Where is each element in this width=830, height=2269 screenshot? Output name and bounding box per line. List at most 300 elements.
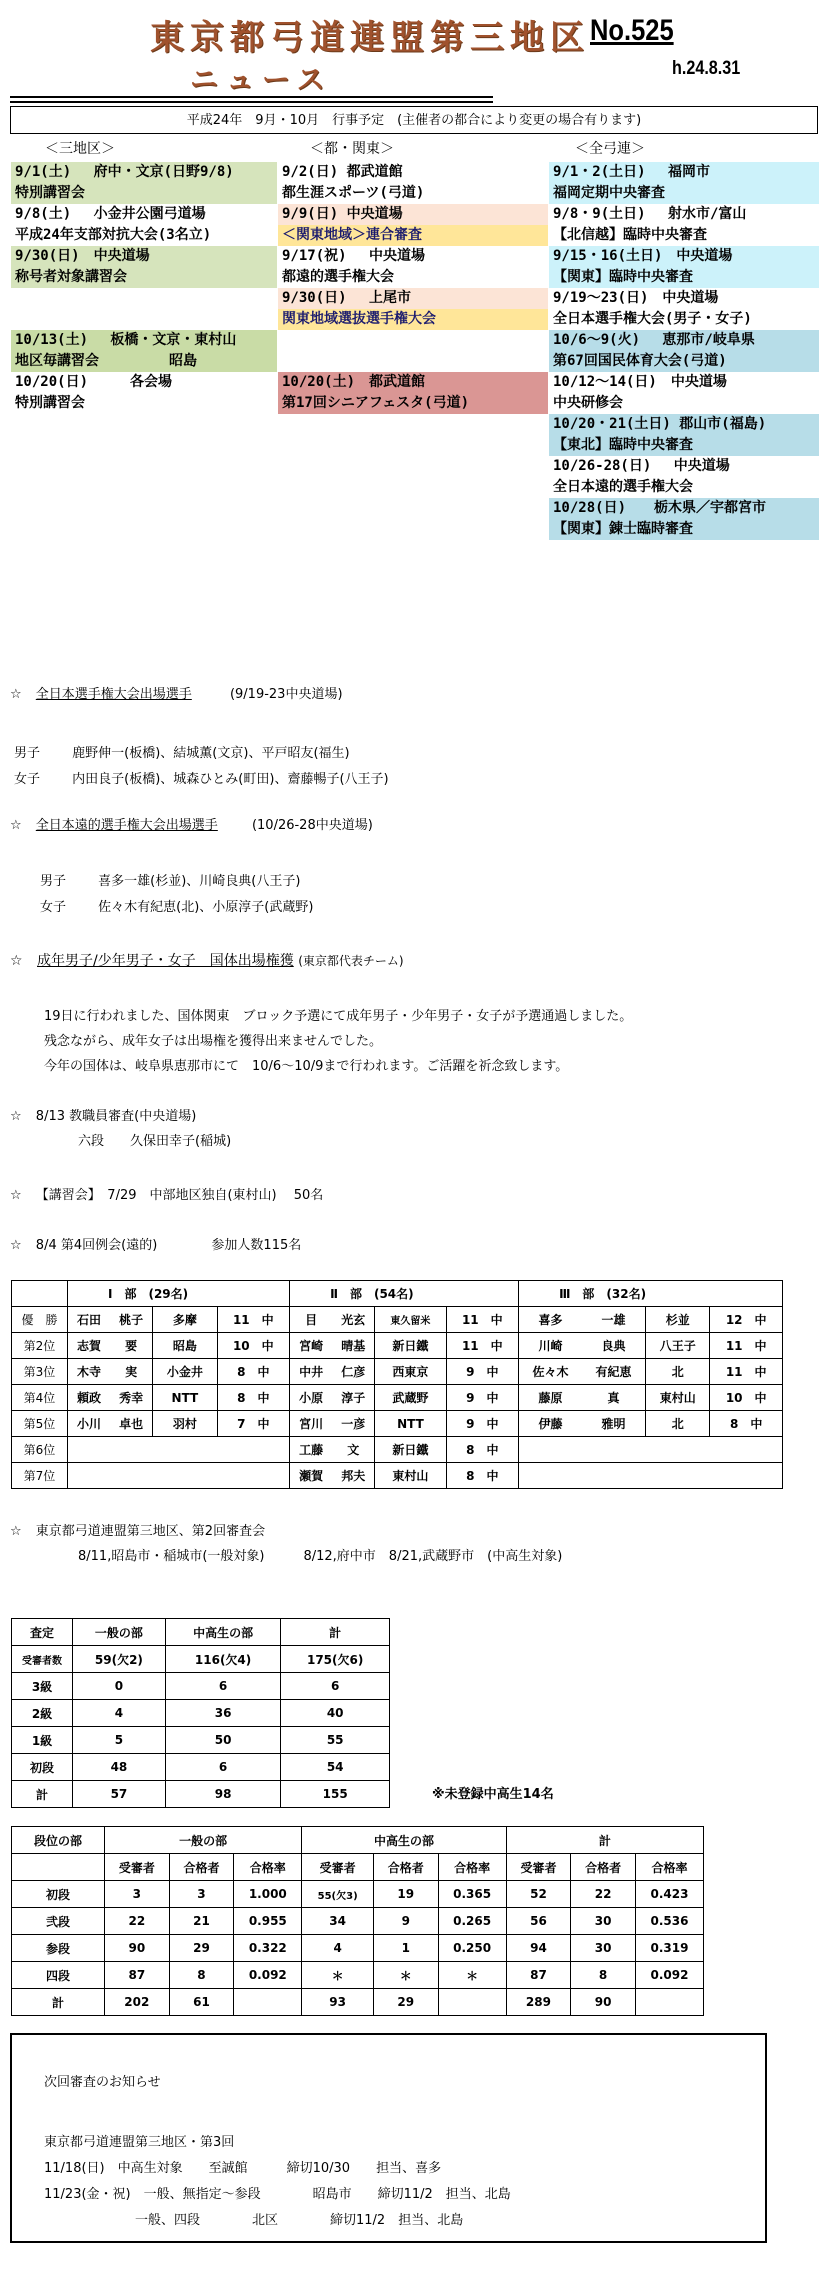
- surname: 宮川: [290, 1411, 333, 1437]
- cell-value: 0.955: [234, 1908, 302, 1935]
- kokutai-line: 今年の国体は、岐阜県恵那市にて 10/6～10/9まで行われます。ご活躍を祈念致します。: [44, 1059, 569, 1074]
- cell-value: 29: [373, 1989, 438, 2016]
- schedule-event: [11, 372, 277, 414]
- cell-value: 30: [571, 1935, 636, 1962]
- cell-value: 54: [281, 1754, 390, 1781]
- section-koshukai: [10, 1184, 323, 1203]
- hits: 11 中: [217, 1307, 290, 1333]
- club: 新日鐵: [375, 1333, 446, 1359]
- cell-value: 4: [73, 1700, 166, 1727]
- row-label: 受審者数: [12, 1646, 73, 1673]
- schedule-event: [11, 246, 277, 288]
- sub-header: 受審者: [506, 1854, 571, 1881]
- cell-value: 90: [571, 1989, 636, 2016]
- notice-line: 11/23(金・祝) 一般、無指定～参段 昭島市 締切11/2 担当、北島: [44, 2187, 511, 2202]
- event-date-venue: [11, 288, 277, 309]
- event-date-venue: [278, 330, 548, 351]
- cell-value: 0.536: [635, 1908, 703, 1935]
- club: 昭島: [153, 1333, 217, 1359]
- hits: 11 中: [446, 1333, 519, 1359]
- dan-sub-header-row: [12, 1854, 704, 1881]
- event-title: 福岡定期中央審査: [549, 183, 819, 204]
- event-title: 都生涯スポーツ(弓道): [278, 183, 548, 204]
- schedule-event: [11, 288, 277, 330]
- group-header: 計: [506, 1827, 703, 1854]
- event-title: 第17回シニアフェスタ(弓道): [278, 393, 548, 414]
- surname: 小原: [290, 1385, 333, 1411]
- cell-value: 116(欠4): [165, 1646, 281, 1673]
- table-row: [12, 1989, 704, 2016]
- men-label: 男子: [14, 746, 41, 761]
- kyu-header-row: [12, 1619, 390, 1646]
- section-note: 参加人数115名: [211, 1238, 302, 1253]
- schedule-event: [278, 162, 548, 204]
- cell-value: 0.319: [635, 1935, 703, 1962]
- club: 東村山: [375, 1463, 446, 1489]
- cell-value: 0.265: [438, 1908, 506, 1935]
- sub-header: 合格率: [635, 1854, 703, 1881]
- issue-number: No.525: [590, 14, 674, 47]
- event-title: 地区毎講習会 昭島: [11, 351, 277, 372]
- club: 八王子: [646, 1333, 710, 1359]
- club: NTT: [153, 1385, 217, 1411]
- event-date-venue: 9/19～23(日) 中央道場: [549, 288, 819, 309]
- schedule-event: [549, 288, 819, 330]
- row-label: 計: [12, 1781, 73, 1808]
- dan-results-table: [11, 1826, 704, 2016]
- empty-cell: [519, 1437, 783, 1463]
- given-name: 仁彦: [332, 1359, 375, 1385]
- rank-label: 第5位: [12, 1411, 68, 1437]
- table-row: [12, 1935, 704, 1962]
- club: NTT: [375, 1411, 446, 1437]
- table-row: [12, 1673, 390, 1700]
- event-date-venue: 9/8・9(土日) 射水市/富山: [549, 204, 819, 225]
- section-title: 8/4 第4回例会(遠的): [35, 1238, 158, 1253]
- women-entry: [14, 768, 389, 787]
- given-name: 一雄: [582, 1307, 645, 1333]
- column-header-district: ＜三地区＞: [45, 141, 115, 157]
- cell-value: 3: [105, 1881, 170, 1908]
- rank-label: 第6位: [12, 1437, 68, 1463]
- hits: 9 中: [446, 1385, 519, 1411]
- section-note: (東京都代表チーム): [298, 954, 404, 968]
- section-shinsa: [10, 1520, 265, 1539]
- sub-header: 合格者: [373, 1854, 438, 1881]
- club: 杉並: [646, 1307, 710, 1333]
- hits: 7 中: [217, 1411, 290, 1437]
- schedule-event: [549, 498, 819, 540]
- sub-header: 受審者: [105, 1854, 170, 1881]
- cell-value: 22: [105, 1908, 170, 1935]
- schedule-event: [549, 162, 819, 204]
- schedule-event: [549, 330, 819, 372]
- cell-value: 0.092: [635, 1962, 703, 1989]
- cell-value: 0.092: [234, 1962, 302, 1989]
- rank-label: 第2位: [12, 1333, 68, 1359]
- column-header: 一般の部: [73, 1619, 166, 1646]
- issue-date: h.24.8.31: [672, 58, 741, 79]
- hits: 10 中: [217, 1333, 290, 1359]
- notice-line: 東京都弓道連盟第三地区・第3回: [44, 2135, 235, 2150]
- column-header: 計: [281, 1619, 390, 1646]
- club: 西東京: [375, 1359, 446, 1385]
- event-title: 全日本選手権大会(男子・女子): [549, 309, 819, 330]
- given-name: 淳子: [332, 1385, 375, 1411]
- results-table: [11, 1280, 783, 1489]
- given-name: 実: [110, 1359, 153, 1385]
- event-title: 特別講習会: [11, 393, 277, 414]
- empty-header: [12, 1854, 105, 1881]
- given-name: 有紀恵: [582, 1359, 645, 1385]
- star-icon: ☆: [10, 1188, 22, 1203]
- section-title: 成年男子/少年男子・女子 国体出場権獲: [37, 953, 294, 969]
- event-title: 特別講習会: [11, 183, 277, 204]
- hits: 9 中: [446, 1359, 519, 1385]
- column-header-tokyo-kanto: ＜都・関東＞: [310, 141, 394, 157]
- sub-header: 合格率: [438, 1854, 506, 1881]
- cell-value: 0: [73, 1673, 166, 1700]
- table-row: [12, 1781, 390, 1808]
- cell-value: 3: [169, 1881, 234, 1908]
- schedule-event: [11, 162, 277, 204]
- hits: 11 中: [710, 1333, 783, 1359]
- men-label: 男子: [40, 874, 67, 889]
- club: 武蔵野: [375, 1385, 446, 1411]
- surname: 頼政: [68, 1385, 111, 1411]
- cell-value: 8: [571, 1962, 636, 1989]
- cell-value: 155: [281, 1781, 390, 1808]
- event-date-venue: 9/17(祝) 中央道場: [278, 246, 548, 267]
- kokutai-line: 残念ながら、成年女子は出場権を獲得出来ませんでした。: [44, 1034, 383, 1049]
- cell-value: 57: [73, 1781, 166, 1808]
- hits: 8 中: [446, 1437, 519, 1463]
- surname: 喜多: [519, 1307, 582, 1333]
- rank-label: 優 勝: [12, 1307, 68, 1333]
- schedule-event: [11, 204, 277, 246]
- table-row: [12, 1646, 390, 1673]
- given-name: 一彦: [332, 1411, 375, 1437]
- given-name: 要: [110, 1333, 153, 1359]
- given-name: 真: [582, 1385, 645, 1411]
- row-label: 1級: [12, 1727, 73, 1754]
- row-label: 参段: [12, 1935, 105, 1962]
- given-name: 文: [332, 1437, 375, 1463]
- cell-value: ＊: [373, 1962, 438, 1989]
- rank-label: 第7位: [12, 1463, 68, 1489]
- group-header: 一般の部: [105, 1827, 302, 1854]
- hits: 8 中: [710, 1411, 783, 1437]
- men-entry: [40, 870, 300, 889]
- section-reikai: [10, 1234, 301, 1253]
- surname: 藤原: [519, 1385, 582, 1411]
- surname: 宮崎: [290, 1333, 333, 1359]
- cell-value: 30: [571, 1908, 636, 1935]
- given-name: 秀幸: [110, 1385, 153, 1411]
- sub-header: 受審者: [302, 1854, 374, 1881]
- sub-header: 合格者: [169, 1854, 234, 1881]
- cell-value: 52: [506, 1881, 571, 1908]
- cell-value: 6: [281, 1673, 390, 1700]
- sub-header: 合格率: [234, 1854, 302, 1881]
- section-kyoshokuin: [10, 1105, 196, 1124]
- club: 北: [646, 1411, 710, 1437]
- cell-value: [635, 1989, 703, 2016]
- notice-title: 次回審査のお知らせ: [44, 2075, 161, 2090]
- kokutai-line: 19日に行われました、国体関東 ブロック予選にて成年男子・少年男子・女子が予選通過しました。: [44, 1009, 633, 1024]
- row-label: 初段: [12, 1881, 105, 1908]
- sub-header: 合格者: [571, 1854, 636, 1881]
- table-row: [12, 1700, 390, 1727]
- cell-value: [438, 1989, 506, 2016]
- women-entry: [40, 896, 313, 915]
- rank-label: 第3位: [12, 1359, 68, 1385]
- schedule-event: [549, 456, 819, 498]
- event-title: [278, 351, 548, 372]
- event-date-venue: 10/6～9(火) 恵那市/岐阜県: [549, 330, 819, 351]
- section-enteki: [10, 814, 373, 833]
- hits: 12 中: [710, 1307, 783, 1333]
- table-row: [12, 1307, 783, 1333]
- schedule-event: [278, 204, 548, 246]
- cell-value: 56: [506, 1908, 571, 1935]
- rank-header: [12, 1281, 68, 1307]
- event-date-venue: 10/12～14(日) 中央道場: [549, 372, 819, 393]
- unregistered-note: ※未登録中高生14名: [432, 1787, 554, 1802]
- surname: 志賀: [68, 1333, 111, 1359]
- event-title: 全日本遠的選手権大会: [549, 477, 819, 498]
- schedule-event: [11, 330, 277, 372]
- surname: 瀬賀: [290, 1463, 333, 1489]
- hits: 8 中: [217, 1359, 290, 1385]
- event-title: 都遠的選手権大会: [278, 267, 548, 288]
- group-header: 中高生の部: [302, 1827, 506, 1854]
- empty-cell: [68, 1437, 290, 1463]
- star-icon: ☆: [10, 953, 23, 969]
- women-names: 佐々木有紀恵(北)、小原淳子(武蔵野): [98, 900, 314, 915]
- results-header-row: [12, 1281, 783, 1307]
- club: 東久留米: [375, 1307, 446, 1333]
- table-row: [12, 1411, 783, 1437]
- section-title: 東京都弓道連盟第三地区、第2回審査会: [35, 1524, 266, 1539]
- table-row: [12, 1437, 783, 1463]
- cell-value: 40: [281, 1700, 390, 1727]
- section-title: 【講習会】 7/29 中部地区独自(東村山) 50名: [35, 1188, 324, 1203]
- cell-value: ＊: [438, 1962, 506, 1989]
- cell-value: 175(欠6): [281, 1646, 390, 1673]
- surname: 木寺: [68, 1359, 111, 1385]
- dan-group-header-row: [12, 1827, 704, 1854]
- event-title: ＜関東地域＞連合審査: [278, 225, 548, 246]
- schedule-event: [549, 414, 819, 456]
- men-names: 喜多一雄(杉並)、川崎良典(八王子): [98, 874, 301, 889]
- event-date-venue: 9/1・2(土日) 福岡市: [549, 162, 819, 183]
- event-title: 関東地域選抜選手権大会: [278, 309, 548, 330]
- column-header: 中高生の部: [165, 1619, 281, 1646]
- cell-value: 61: [169, 1989, 234, 2016]
- star-icon: ☆: [10, 1238, 22, 1253]
- club: 東村山: [646, 1385, 710, 1411]
- cell-value: 4: [302, 1935, 374, 1962]
- men-names: 鹿野伸一(板橋)、結城薫(文京)、平戸昭友(福生): [72, 746, 350, 761]
- surname: 工藤: [290, 1437, 333, 1463]
- shinsa-detail: 8/11,昭島市・稲城市(一般対象) 8/12,府中市 8/21,武蔵野市 (中高生対象): [78, 1549, 563, 1564]
- event-title: 【関東】錬士臨時審査: [549, 519, 819, 540]
- group-header: 段位の部: [12, 1827, 105, 1854]
- cell-value: 55(欠3): [302, 1881, 374, 1908]
- star-icon: ☆: [10, 818, 22, 833]
- newsletter-title: 東京都弓道連盟第三地区: [150, 18, 590, 58]
- given-name: 光玄: [332, 1307, 375, 1333]
- surname: 目: [290, 1307, 333, 1333]
- cell-value: 87: [105, 1962, 170, 1989]
- notice-line: 一般、四段 北区 締切11/2 担当、北島: [44, 2213, 464, 2228]
- schedule-event: [278, 246, 548, 288]
- table-row: [12, 1359, 783, 1385]
- event-date-venue: 10/13(土) 板橋・文京・東村山: [11, 330, 277, 351]
- given-name: 雅明: [582, 1411, 645, 1437]
- event-date-venue: 9/30(日) 中央道場: [11, 246, 277, 267]
- table-row: [12, 1333, 783, 1359]
- cell-value: 0.322: [234, 1935, 302, 1962]
- table-row: [12, 1754, 390, 1781]
- women-label: 女子: [40, 900, 67, 915]
- cell-value: 50: [165, 1727, 281, 1754]
- given-name: 邦夫: [332, 1463, 375, 1489]
- cell-value: 98: [165, 1781, 281, 1808]
- cell-value: 5: [73, 1727, 166, 1754]
- schedule-event: [278, 288, 548, 330]
- star-icon: ☆: [10, 1109, 22, 1124]
- cell-value: 0.250: [438, 1935, 506, 1962]
- event-date-venue: 10/20・21(土日) 郡山市(福島): [549, 414, 819, 435]
- row-label: 3級: [12, 1673, 73, 1700]
- cell-value: 87: [506, 1962, 571, 1989]
- table-row: [12, 1908, 704, 1935]
- column-header: 査定: [12, 1619, 73, 1646]
- event-title: 【北信越】臨時中央審査: [549, 225, 819, 246]
- section-title: 8/13 教職員審査(中央道場): [35, 1109, 197, 1124]
- surname: 小川: [68, 1411, 111, 1437]
- cell-value: 93: [302, 1989, 374, 2016]
- surname: 石田: [68, 1307, 111, 1333]
- surname: 佐々木: [519, 1359, 582, 1385]
- event-date-venue: 9/15・16(土日) 中央道場: [549, 246, 819, 267]
- section-zennihon: [10, 683, 343, 702]
- cell-value: 29: [169, 1935, 234, 1962]
- row-label: 弐段: [12, 1908, 105, 1935]
- cell-value: 59(欠2): [73, 1646, 166, 1673]
- event-title: 称号者対象講習会: [11, 267, 277, 288]
- event-date-venue: 10/28(日) 栃木県／宇都宮市: [549, 498, 819, 519]
- surname: 伊藤: [519, 1411, 582, 1437]
- cell-value: 55: [281, 1727, 390, 1754]
- table-row: [12, 1881, 704, 1908]
- next-exam-notice: [10, 2033, 767, 2243]
- cell-value: 1.000: [234, 1881, 302, 1908]
- star-icon: ☆: [10, 1524, 22, 1539]
- given-name: 晴基: [332, 1333, 375, 1359]
- division-header: Ⅲ 部 (32名): [519, 1281, 783, 1307]
- section-kokutai: [10, 950, 404, 970]
- hits: 10 中: [710, 1385, 783, 1411]
- star-icon: ☆: [10, 687, 22, 702]
- row-label: 四段: [12, 1962, 105, 1989]
- given-name: 卓也: [110, 1411, 153, 1437]
- cell-value: 6: [165, 1673, 281, 1700]
- event-title: [11, 309, 277, 330]
- event-date-venue: 9/8(土) 小金井公園弓道場: [11, 204, 277, 225]
- event-title: 中央研修会: [549, 393, 819, 414]
- header-divider: [10, 96, 493, 103]
- hits: 11 中: [446, 1307, 519, 1333]
- schedule-event: [278, 330, 548, 372]
- cell-value: 19: [373, 1881, 438, 1908]
- hits: 9 中: [446, 1411, 519, 1437]
- event-date-venue: 10/20(土) 都武道館: [278, 372, 548, 393]
- cell-value: 8: [169, 1962, 234, 1989]
- empty-cell: [519, 1463, 783, 1489]
- cell-value: 0.365: [438, 1881, 506, 1908]
- event-date-venue: 9/1(土) 府中・文京(日野9/8): [11, 162, 277, 183]
- cell-value: 36: [165, 1700, 281, 1727]
- event-title: 第67回国民体育大会(弓道): [549, 351, 819, 372]
- event-date-venue: 10/26-28(日) 中央道場: [549, 456, 819, 477]
- surname: 川崎: [519, 1333, 582, 1359]
- column-header-zenkyuren: ＜全弓連＞: [575, 141, 645, 157]
- event-title: 平成24年支部対抗大会(3名立): [11, 225, 277, 246]
- row-label: 計: [12, 1989, 105, 2016]
- cell-value: 202: [105, 1989, 170, 2016]
- kyu-results-table: [11, 1618, 390, 1808]
- event-date-venue: 9/30(日) 上尾市: [278, 288, 548, 309]
- hits: 8 中: [217, 1385, 290, 1411]
- event-title: 【東北】臨時中央審査: [549, 435, 819, 456]
- newsletter-subtitle: ニュース: [190, 63, 333, 96]
- schedule-event: [549, 204, 819, 246]
- notice-line: 11/18(日) 中高生対象 至誠館 締切10/30 担当、喜多: [44, 2161, 442, 2176]
- schedule-heading: 平成24年 9月・10月 行事予定 (主催者の都合により変更の場合有ります): [10, 106, 818, 134]
- event-date-venue: 9/9(日) 中央道場: [278, 204, 548, 225]
- empty-cell: [68, 1463, 290, 1489]
- row-label: 初段: [12, 1754, 73, 1781]
- cell-value: ＊: [302, 1962, 374, 1989]
- row-label: 2級: [12, 1700, 73, 1727]
- schedule-event: [278, 372, 548, 414]
- cell-value: 21: [169, 1908, 234, 1935]
- table-row: [12, 1385, 783, 1411]
- table-row: [12, 1463, 783, 1489]
- club: 小金井: [153, 1359, 217, 1385]
- given-name: 桃子: [110, 1307, 153, 1333]
- men-entry: [14, 742, 350, 761]
- rank-label: 第4位: [12, 1385, 68, 1411]
- division-header: Ⅱ 部 (54名): [290, 1281, 519, 1307]
- table-row: [12, 1962, 704, 1989]
- women-names: 内田良子(板橋)、城森ひとみ(町田)、齋藤暢子(八王子): [72, 772, 389, 787]
- club: 羽村: [153, 1411, 217, 1437]
- schedule-event: [549, 246, 819, 288]
- section-note: (10/26-28中央道場): [251, 818, 373, 833]
- kyoshokuin-detail: 六段 久保田幸子(稲城): [78, 1134, 232, 1149]
- given-name: 良典: [582, 1333, 645, 1359]
- section-title: 全日本遠的選手権大会出場選手: [35, 818, 218, 833]
- division-header: Ⅰ 部 (29名): [68, 1281, 290, 1307]
- event-date-venue: 9/2(日) 都武道館: [278, 162, 548, 183]
- cell-value: 94: [506, 1935, 571, 1962]
- schedule-event: [549, 372, 819, 414]
- cell-value: 289: [506, 1989, 571, 2016]
